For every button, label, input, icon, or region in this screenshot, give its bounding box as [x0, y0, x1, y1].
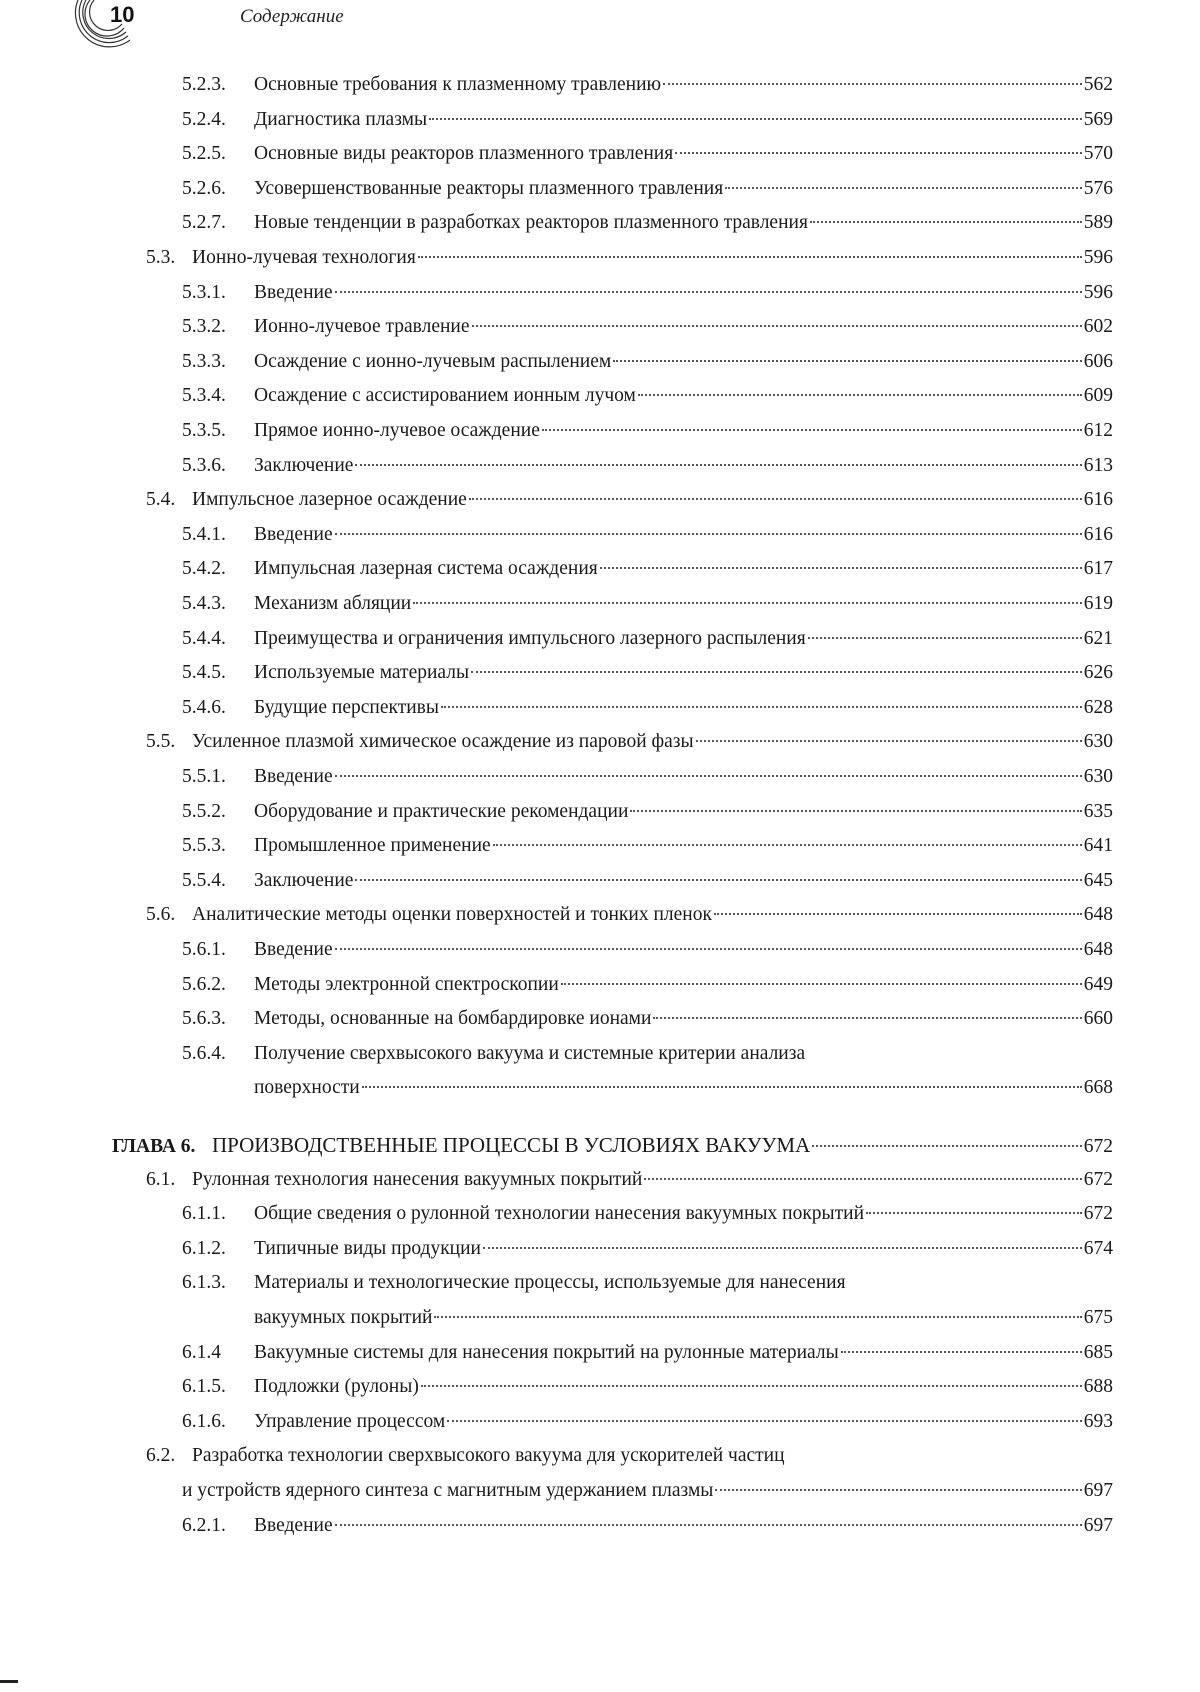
toc-entry-number: 6.2. — [146, 1445, 176, 1467]
toc-entry-title: Прямое ионно-лучевое осаждение — [254, 420, 540, 441]
toc-entry — [146, 1443, 1113, 1469]
toc-entry — [182, 141, 1113, 167]
page-edge-mark — [0, 1680, 18, 1683]
toc-entry-title: Промышленное применение — [254, 835, 491, 857]
toc-entry-title: Новые тенденции в разработках реакторов плазменного травления — [254, 212, 808, 234]
toc-entry-title: Введение — [254, 523, 333, 545]
toc-entry-number: 5.2.4. — [182, 108, 226, 130]
toc-entry-page: 674 — [1083, 1237, 1113, 1259]
toc-entry-page: 672 — [1083, 1168, 1113, 1190]
toc-entry-number: 6.1.4 — [182, 1341, 221, 1363]
toc-entry-title: Осаждение с ассистированием ионным лучом — [254, 385, 636, 407]
toc-entry-page: 602 — [1083, 316, 1113, 338]
toc-entry-number: 5.5.3. — [182, 835, 226, 857]
toc-entry-title: Введение — [254, 766, 333, 787]
toc-entry-page: 672 — [1083, 1203, 1113, 1225]
toc-entry-number: 6.1. — [146, 1168, 176, 1190]
toc-entry-title: Ионно-лучевая технология — [192, 247, 416, 268]
dot-leader — [335, 775, 1082, 777]
toc-entry-title: Будущие перспективы — [254, 696, 439, 718]
toc-entry-page: 609 — [1083, 385, 1113, 407]
dot-leader — [653, 1017, 1081, 1019]
toc-entry-page: 697 — [1083, 1480, 1113, 1501]
toc-entry-number: 6.1.6. — [182, 1410, 226, 1432]
dot-leader — [469, 498, 1082, 500]
toc-entry — [254, 1305, 1113, 1331]
dot-leader — [355, 879, 1081, 881]
toc-entry-page: 688 — [1083, 1376, 1113, 1398]
toc-entry — [182, 1340, 1113, 1366]
toc-entry — [182, 72, 1113, 98]
toc-entry — [182, 937, 1113, 963]
toc-entry-number: 5.5.4. — [182, 869, 226, 891]
toc-entry — [182, 1374, 1113, 1400]
dot-leader — [725, 187, 1082, 189]
dot-leader — [808, 637, 1082, 639]
toc-entry-page: 626 — [1083, 662, 1113, 684]
toc-entry-title: Ионно-лучевое травление — [254, 316, 470, 338]
toc-entry-number: 5.3.3. — [182, 350, 226, 372]
toc-entry-number: 5.3.5. — [182, 420, 226, 441]
toc-entry-number: ГЛАВА 6. — [112, 1136, 196, 1157]
toc-entry-page: 635 — [1083, 800, 1113, 822]
toc-entry-title: Методы электронной спектроскопии — [254, 973, 559, 995]
toc-entry-page: 668 — [1083, 1077, 1113, 1099]
toc-entry-page: 649 — [1083, 973, 1113, 995]
dot-leader — [663, 83, 1082, 85]
toc-entry-page: 616 — [1083, 489, 1113, 511]
dot-leader — [493, 844, 1082, 846]
toc-entry — [182, 868, 1113, 894]
toc-entry-number: 5.4. — [146, 489, 176, 511]
toc-entry-title: Механизм абляции — [254, 593, 412, 614]
toc-entry-number: 5.4.5. — [182, 662, 226, 684]
toc-entry — [146, 487, 1113, 513]
toc-entry-title: Вакуумные системы для нанесения покрытий на рулонные материалы — [254, 1341, 839, 1363]
toc-entry-title: Рулонная технология нанесения вакуумных покрытий — [192, 1168, 643, 1190]
toc-entry — [182, 972, 1113, 998]
toc-entry-page: 697 — [1083, 1514, 1113, 1536]
toc-entry-number: 6.1.1. — [182, 1203, 226, 1225]
toc-entry — [146, 902, 1113, 928]
toc-entry-page: 672 — [1083, 1136, 1113, 1157]
dot-leader — [841, 1351, 1082, 1353]
dot-leader — [812, 1145, 1081, 1147]
page-header — [70, 0, 344, 50]
toc-entry — [182, 349, 1113, 375]
page-number-emblem — [70, 0, 150, 50]
dot-leader — [696, 740, 1082, 742]
toc-entry-title: Получение сверхвысокого вакуума и системные критерии анализа — [254, 1042, 806, 1064]
toc-entry — [182, 1478, 1113, 1504]
dot-leader — [561, 983, 1082, 985]
toc-entry — [182, 280, 1113, 306]
toc-entry-title: Диагностика плазмы — [254, 108, 428, 130]
dot-leader — [335, 291, 1082, 293]
toc-entry-number: 5.4.3. — [182, 593, 226, 614]
dot-leader — [362, 1086, 1082, 1088]
toc-entry-page: 596 — [1083, 247, 1113, 268]
toc-entry-page: 570 — [1083, 143, 1113, 165]
toc-entry-number: 5.6. — [146, 904, 176, 926]
toc-entry-title: Введение — [254, 281, 333, 303]
toc-entry-title: Осаждение с ионно-лучевым распылением — [254, 350, 612, 372]
toc-entry-number: 5.3.2. — [182, 316, 226, 338]
toc-entry-title: Основные виды реакторов плазменного травления — [254, 143, 674, 165]
dot-leader — [810, 221, 1082, 223]
running-title: Содержание — [240, 6, 344, 27]
dot-leader — [866, 1212, 1082, 1214]
toc-entry-title: Усиленное плазмой химическое осаждение из паровой фазы — [192, 731, 694, 753]
toc-entry-page: 589 — [1083, 212, 1113, 234]
toc-entry-page: 569 — [1083, 108, 1113, 130]
toc-entry — [182, 1513, 1113, 1539]
dot-leader — [335, 533, 1082, 535]
toc-entry-number: 5.5. — [146, 731, 176, 753]
toc-entry-title: Основные требования к плазменному травлению — [254, 74, 662, 95]
dot-leader — [630, 810, 1081, 812]
toc-entry — [182, 1006, 1113, 1032]
toc-entry-number: 5.4.6. — [182, 696, 226, 718]
toc-entry-page: 685 — [1083, 1341, 1113, 1363]
toc-entry — [182, 1041, 1113, 1067]
toc-entry-title: вакуумных покрытий — [254, 1307, 433, 1328]
toc-entry — [182, 1236, 1113, 1262]
toc-entry — [146, 1167, 1113, 1193]
toc-entry-page: 693 — [1083, 1410, 1113, 1432]
toc-entry-page: 606 — [1083, 350, 1113, 372]
toc-entry-page: 630 — [1083, 766, 1113, 787]
toc-entry — [182, 764, 1113, 790]
toc-entry-page: 619 — [1083, 593, 1113, 614]
dot-leader — [471, 671, 1082, 673]
toc-entry — [182, 591, 1113, 617]
dot-leader — [355, 464, 1081, 466]
toc-entry — [182, 660, 1113, 686]
toc-entry-number: 6.2.1. — [182, 1514, 226, 1536]
toc-entry-page: 660 — [1083, 1008, 1113, 1030]
toc-entry-number: 6.1.3. — [182, 1272, 226, 1294]
dot-leader — [483, 1247, 1082, 1249]
toc-entry-page: 645 — [1083, 869, 1113, 891]
toc-entry-number: 6.1.5. — [182, 1376, 226, 1398]
toc-entry-number: 5.6.3. — [182, 1008, 226, 1030]
toc-entry-page: 616 — [1083, 523, 1113, 545]
dot-leader — [441, 706, 1082, 708]
toc-entry-number: 5.2.3. — [182, 74, 226, 95]
toc-entry-page: 562 — [1083, 74, 1113, 95]
toc-entry — [182, 453, 1113, 479]
toc-entry-title: Подложки (рулоны) — [254, 1376, 419, 1398]
toc-entry-title: поверхности — [254, 1077, 360, 1099]
toc-entry-number: 5.4.2. — [182, 558, 226, 580]
toc-entry-title: Импульсная лазерная система осаждения — [254, 558, 598, 580]
toc-entry-number: 5.6.1. — [182, 939, 226, 960]
dot-leader — [413, 602, 1082, 604]
toc-entry — [182, 176, 1113, 202]
toc-entry-title: Импульсное лазерное осаждение — [192, 489, 467, 511]
page-number: 10 — [110, 2, 135, 27]
toc-entry-title: Методы, основанные на бомбардировке ионами — [254, 1008, 652, 1030]
dot-leader — [418, 256, 1082, 258]
dot-leader — [335, 948, 1082, 950]
dot-leader — [714, 913, 1082, 915]
toc-entry — [182, 626, 1113, 652]
toc-entry-number: 5.5.1. — [182, 766, 226, 787]
toc-entry — [182, 695, 1113, 721]
toc-entry-title: Типичные виды продукции — [254, 1237, 481, 1259]
toc-entry-title: Используемые материалы — [254, 662, 470, 684]
toc-entry-number: 5.3.4. — [182, 385, 226, 407]
toc-entry-number: 5.3.6. — [182, 454, 226, 476]
toc-entry-page: 621 — [1083, 627, 1113, 649]
toc-entry-number: 5.3.1. — [182, 281, 226, 303]
toc-entry — [146, 245, 1113, 271]
toc-entry-page: 641 — [1083, 835, 1113, 857]
toc-entry — [182, 107, 1113, 133]
toc-entry-page: 613 — [1083, 454, 1113, 476]
toc-entry-number: 5.6.4. — [182, 1042, 226, 1064]
toc-entry-title: Заключение — [254, 454, 354, 476]
dot-leader — [429, 118, 1082, 120]
toc-entry-page: 648 — [1083, 939, 1113, 960]
toc-entry — [182, 210, 1113, 236]
toc-entry-title: Материалы и технологические процессы, используемые для нанесения — [254, 1272, 846, 1294]
toc-entry-title: Разработка технологии сверхвысокого вакуума для ускорителей частиц — [192, 1445, 785, 1467]
toc-entry-title: и устройств ядерного синтеза с магнитным удержанием плазмы — [182, 1480, 714, 1501]
toc-entry-number: 5.3. — [146, 247, 176, 268]
toc-entry-title: Управление процессом — [254, 1410, 446, 1432]
toc-entry — [182, 1409, 1113, 1435]
toc-entry-page: 612 — [1083, 420, 1113, 441]
toc-entry-title: ПРОИЗВОДСТВЕННЫЕ ПРОЦЕССЫ В УСЛОВИЯХ ВАКУУМА — [212, 1133, 811, 1157]
toc-entry-title: Общие сведения о рулонной технологии нанесения вакуумных покрытий — [254, 1203, 865, 1225]
toc-entry-title: Введение — [254, 939, 333, 960]
dot-leader — [638, 394, 1082, 396]
toc-entry-page: 630 — [1083, 731, 1113, 753]
toc-entry-number: 5.4.4. — [182, 627, 226, 649]
dot-leader — [600, 567, 1082, 569]
toc-entry — [182, 1201, 1113, 1227]
dot-leader — [613, 360, 1082, 362]
toc-entry-title: Усовершенствованные реакторы плазменного травления — [254, 177, 724, 199]
toc-entry — [182, 799, 1113, 825]
toc-entry-page: 596 — [1083, 281, 1113, 303]
toc-entry — [182, 522, 1113, 548]
toc-entry-title: Аналитические методы оценки поверхностей и тонких пленок — [192, 904, 712, 926]
dot-leader — [434, 1316, 1081, 1318]
toc-entry-number: 6.1.2. — [182, 1237, 226, 1259]
toc-entry — [254, 1075, 1113, 1101]
toc-entry-title: Преимущества и ограничения импульсного лазерного распыления — [254, 627, 806, 649]
dot-leader — [715, 1489, 1081, 1491]
toc-entry-number: 5.2.5. — [182, 143, 226, 165]
toc-entry-title: Заключение — [254, 869, 354, 891]
toc-entry — [146, 729, 1113, 755]
toc-entry-page: 576 — [1083, 177, 1113, 199]
dot-leader — [447, 1420, 1082, 1422]
toc-entry — [182, 556, 1113, 582]
toc-entry — [182, 1270, 1113, 1296]
toc-entry-title: Введение — [254, 1514, 333, 1536]
dot-leader — [644, 1178, 1081, 1180]
toc-entry — [182, 418, 1113, 444]
toc-entry-page: 648 — [1083, 904, 1113, 926]
dot-leader — [421, 1385, 1082, 1387]
toc-entry — [112, 1132, 1113, 1158]
toc-entry-page: 617 — [1083, 558, 1113, 580]
toc-entry-number: 5.2.7. — [182, 212, 226, 234]
toc-entry — [182, 383, 1113, 409]
dot-leader — [472, 325, 1082, 327]
dot-leader — [542, 429, 1082, 431]
toc-entry-title: Оборудование и практические рекомендации — [254, 800, 629, 822]
toc-entry-number: 5.4.1. — [182, 523, 226, 545]
toc-entry-page: 628 — [1083, 696, 1113, 718]
toc-entry-number: 5.2.6. — [182, 177, 226, 199]
dot-leader — [675, 152, 1082, 154]
toc-entry-page: 675 — [1083, 1307, 1113, 1328]
toc-entry-number: 5.6.2. — [182, 973, 226, 995]
dot-leader — [335, 1524, 1082, 1526]
toc-entry — [182, 833, 1113, 859]
toc-entry — [182, 314, 1113, 340]
toc-entry-number: 5.5.2. — [182, 800, 226, 822]
